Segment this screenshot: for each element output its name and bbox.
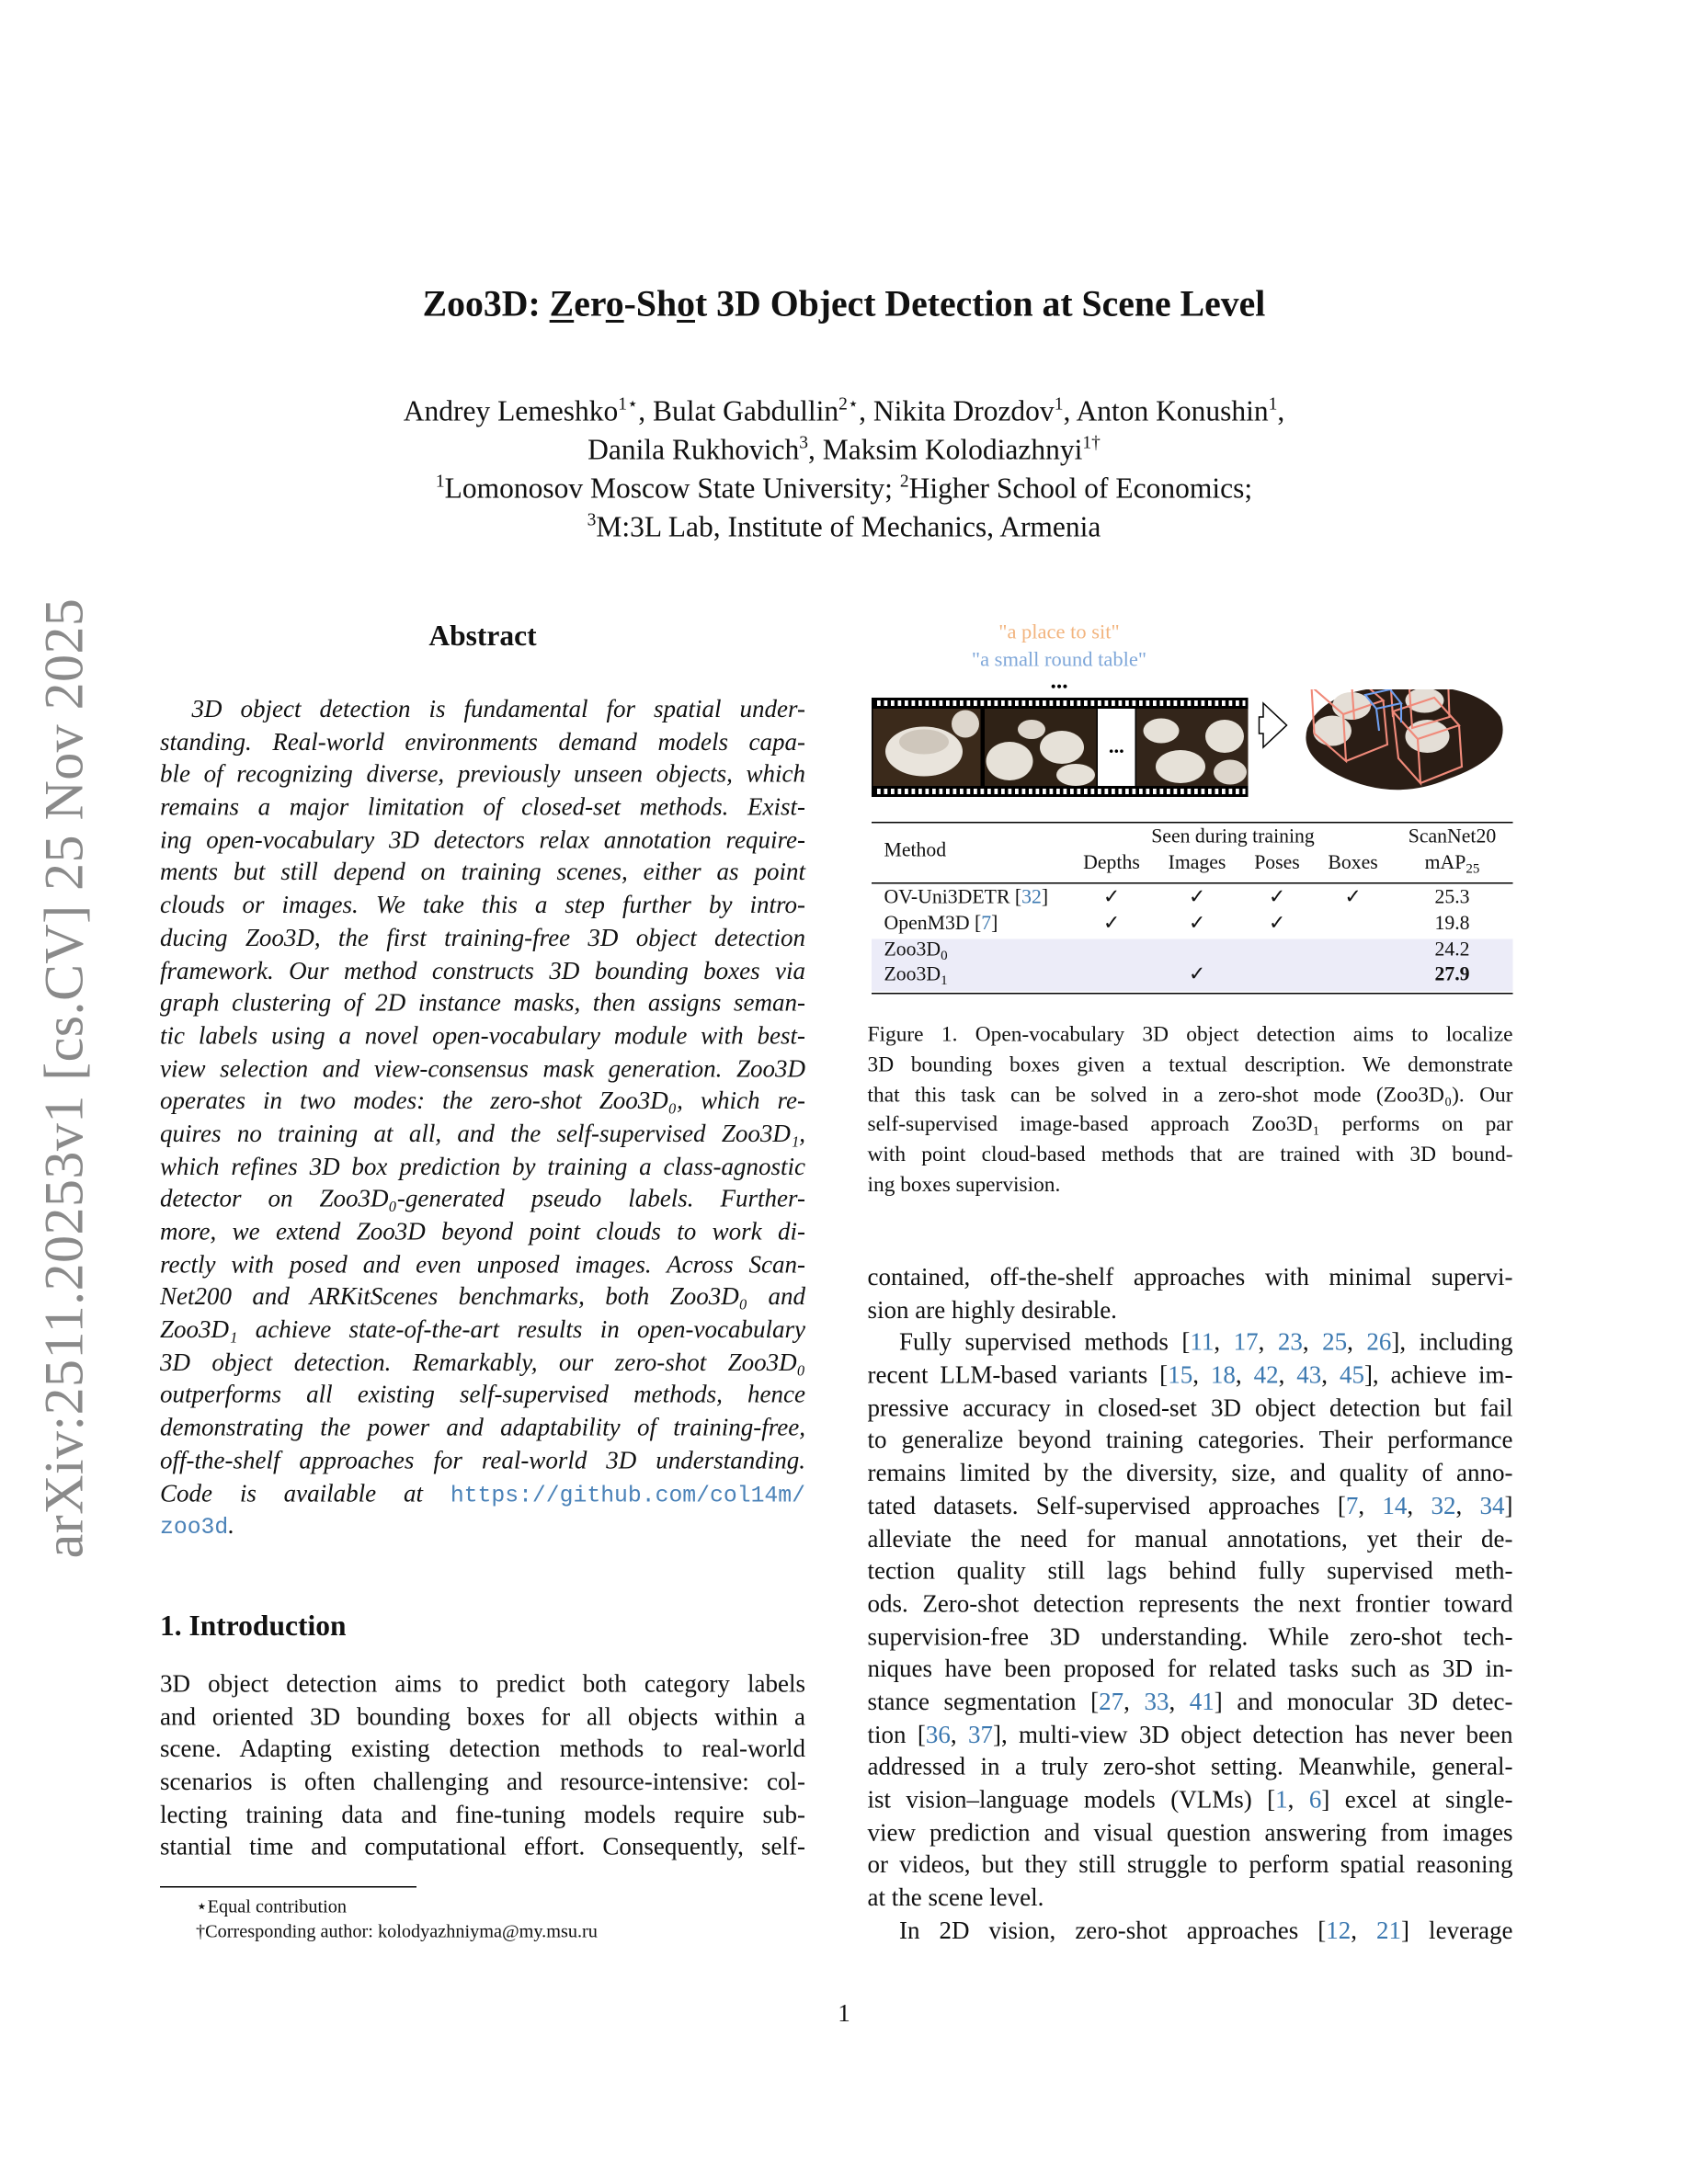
author-affiliation-mark: 3 — [799, 431, 808, 452]
citation-link[interactable]: 45 — [1339, 1360, 1364, 1389]
abstract-heading: Abstract — [428, 619, 537, 653]
text-segment: ], multi-view 3D object detection has never been — [992, 1720, 1513, 1748]
text-segment: ] leverage — [1401, 1916, 1513, 1944]
figure-1-caption — [868, 1020, 1513, 1200]
author-name: Anton Konushin — [1076, 394, 1269, 427]
text-line: remains a major limitation of closed-set methods. Exist- — [160, 792, 805, 821]
affiliations-line-2 — [0, 507, 1688, 546]
author-name: Bulat Gabdullin — [653, 394, 839, 427]
title-segment: Z — [549, 282, 575, 324]
text-segment: . — [228, 1511, 235, 1540]
table-row-method — [884, 964, 948, 989]
text-line — [868, 1359, 1513, 1393]
paragraph — [868, 1915, 1513, 1948]
author-affiliation-mark: 1 — [1268, 392, 1278, 414]
citation-link[interactable]: 1 — [1275, 1785, 1288, 1814]
table-rule — [872, 822, 1513, 824]
text-segment: , — [1287, 1785, 1309, 1814]
table-header-boxes: Boxes — [1328, 852, 1378, 874]
text-line: ducing Zoo3D, the first training-free 3D object detection — [160, 923, 805, 951]
text-line: 3D object detection is fundamental for spatial under- — [191, 695, 805, 722]
title-segment: o — [605, 282, 624, 324]
text-line: remains limited by the diversity, size, and quality of anno- — [867, 1459, 1513, 1487]
text-segment: stance segmentation [ — [867, 1687, 1100, 1715]
table-row-method — [884, 887, 1049, 911]
method-name: Zoo3D — [884, 963, 941, 986]
text-line: rectly with posed and even unposed images. Across Scan- — [160, 1250, 805, 1279]
text-segment: , — [1214, 1328, 1234, 1357]
text-line: or videos, but they still struggle to perform spatial reasoning — [867, 1850, 1513, 1879]
text-line — [160, 1477, 805, 1510]
text-line: supervision-free 3D understanding. While zero-shot tech- — [867, 1621, 1513, 1650]
affiliation-name: M:3L Lab, Institute of Mechanics, Armenia — [596, 510, 1101, 543]
table-row-value: 24.2 — [1434, 938, 1470, 961]
text-line: niques have been proposed for related tasks such as 3D in- — [867, 1655, 1513, 1683]
text-line: demonstrating the power and adaptability of training-free, — [160, 1413, 805, 1441]
text-line: ing boxes supervision. — [867, 1173, 1061, 1197]
text-line: more, we extend Zoo3D beyond point clouds to work di- — [160, 1217, 805, 1246]
citation-link[interactable]: 32 — [1431, 1491, 1456, 1519]
citation-link[interactable]: 43 — [1296, 1360, 1322, 1389]
figure-query-ellipsis: ... — [1050, 667, 1068, 694]
text-line: lecting training data and fine-tuning models require sub- — [160, 1800, 805, 1828]
text-segment: In 2D vision, zero-shot approaches [ — [899, 1916, 1327, 1944]
table-rule — [872, 882, 1513, 884]
citation-link[interactable]: 41 — [1189, 1687, 1215, 1715]
text-line: that this task can be solved in a zero-shot mode (Zoo3D₀). Our — [867, 1083, 1513, 1107]
table-header-poses: Poses — [1254, 852, 1300, 874]
figure-1-illustration — [869, 689, 1517, 807]
arxiv-identifier-stamp: arXiv:2511.20253v1 [cs.CV] 25 Nov 2025 — [32, 597, 95, 1559]
affiliation-index: 3 — [587, 508, 597, 529]
text-line: ble of recognizing diverse, previously unseen objects, which — [160, 760, 805, 789]
check-mark-icon: ✓ — [1188, 963, 1206, 986]
text-line: and oriented 3D bounding boxes for all objects within a — [160, 1702, 805, 1731]
text-line: ing open-vocabulary 3D detectors relax annotation require- — [160, 825, 805, 854]
point-cloud-scene — [1306, 689, 1502, 790]
check-mark-icon: ✓ — [1102, 886, 1121, 909]
citation-link[interactable]: 27 — [1099, 1687, 1124, 1715]
author-affiliation-mark: 1⋆ — [618, 392, 639, 414]
text-segment: , — [1278, 1360, 1297, 1389]
check-mark-icon: ✓ — [1268, 913, 1286, 935]
citation-link[interactable]: 6 — [1308, 1785, 1322, 1814]
check-mark-icon: ✓ — [1344, 886, 1362, 909]
paper-title — [0, 283, 1688, 326]
text-segment: , — [1321, 1360, 1340, 1389]
text-line — [868, 1784, 1513, 1817]
table-header-depths: Depths — [1083, 852, 1140, 874]
text-segment: , — [950, 1720, 968, 1748]
bracket: ] — [1041, 886, 1049, 909]
text-line: 3D object detection. Remarkably, our zero-shot Zoo3D₀ — [160, 1348, 805, 1376]
check-mark-icon: ✓ — [1188, 886, 1206, 909]
metric-name: mAP — [1424, 852, 1466, 874]
citation-link[interactable]: 37 — [967, 1720, 993, 1748]
text-line: view prediction and visual question answering from images — [867, 1818, 1513, 1847]
text-line: quires no training at all, and the self-supervised Zoo3D₁, — [160, 1119, 805, 1147]
text-segment: , — [1358, 1491, 1383, 1519]
citation-link[interactable]: 21 — [1376, 1916, 1402, 1944]
video-filmstrip — [872, 698, 1249, 797]
citation-link[interactable]: 23 — [1277, 1328, 1303, 1357]
text-line — [868, 1490, 1513, 1523]
author-block — [0, 392, 1688, 546]
text-segment: , — [1192, 1360, 1211, 1389]
citation-link[interactable]: 25 — [1322, 1328, 1348, 1357]
method-name: OV-Uni3DETR [ — [884, 886, 1022, 909]
text-line: framework. Our method constructs 3D bounding boxes via — [160, 956, 805, 984]
text-line: stantial time and computational effort. Consequently, self- — [160, 1833, 805, 1861]
table-header-metric-sub — [1425, 852, 1480, 877]
text-line: operates in two modes: the zero-shot Zoo3D₀, which re- — [160, 1086, 805, 1115]
text-line: tic labels using a novel open-vocabulary module with best- — [160, 1021, 805, 1050]
author-separator: , — [859, 394, 873, 427]
authors-line-1 — [0, 392, 1688, 430]
citation-link[interactable]: 15 — [1168, 1360, 1193, 1389]
text-line: Figure 1. Open-vocabulary 3D object detection aims to localize — [867, 1023, 1513, 1047]
text-line: with point cloud-based methods that are trained with 3D bound- — [867, 1143, 1513, 1167]
text-segment: ], achieve im- — [1363, 1360, 1513, 1389]
citation-link[interactable]: 32 — [1021, 886, 1042, 909]
table-row-value: 27.9 — [1434, 963, 1470, 986]
table-rule — [872, 993, 1513, 995]
text-line: self-supervised image-based approach Zoo3D₁ performs on par — [867, 1113, 1513, 1137]
title-segment: Zoo3D: — [422, 282, 550, 324]
text-segment: tion [ — [867, 1720, 926, 1748]
citation-link[interactable]: 7 — [981, 913, 992, 935]
introduction-text — [160, 1668, 805, 1864]
code-url-link[interactable]: https://github.com/col14m/ — [450, 1481, 805, 1508]
citation-link[interactable]: 11 — [1190, 1328, 1215, 1357]
introduction-text-continued — [868, 1262, 1513, 1948]
text-line: alleviate the need for manual annotations, yet their de- — [867, 1524, 1513, 1553]
introduction-heading: 1. Introduction — [160, 1609, 347, 1643]
paragraph — [868, 1327, 1513, 1916]
text-line: view selection and view-consensus mask generation. Zoo3D — [160, 1053, 805, 1082]
text-line: pressive accuracy in closed-set 3D object detection but fail — [867, 1393, 1513, 1422]
text-segment: ist vision–language models (VLMs) [ — [867, 1785, 1276, 1814]
table-row-value: 25.3 — [1434, 886, 1470, 909]
text-line: sion are highly desirable. — [867, 1295, 1117, 1324]
code-url-link[interactable]: zoo3d — [160, 1514, 229, 1541]
author-name: Andrey Lemeshko — [403, 394, 619, 427]
author-name: Danila Rukhovich — [587, 433, 800, 466]
author-separator: , — [1277, 394, 1285, 427]
author-separator: , — [807, 433, 823, 466]
author-separator: , — [1063, 394, 1077, 427]
title-segment: o — [677, 282, 695, 324]
text-line: outperforms all existing self-supervised methods, hence — [160, 1381, 805, 1409]
text-line: standing. Real-world environments demand models capa- — [160, 727, 805, 756]
text-segment: , — [1258, 1328, 1278, 1357]
author-affiliation-mark: 1† — [1082, 431, 1101, 452]
footnote-equal-contribution: ⋆Equal contribution — [196, 1895, 347, 1917]
title-segment: er — [574, 282, 606, 324]
author-affiliation-mark: 2⋆ — [838, 392, 860, 414]
text-line: 3D bounding boxes given a textual description. We demonstrate — [867, 1052, 1513, 1077]
table-header-images: Images — [1168, 852, 1226, 874]
abstract-text — [160, 694, 805, 1543]
method-name: OpenM3D [ — [884, 913, 982, 935]
text-line: which refines 3D box prediction by training a class-agnostic — [160, 1152, 805, 1180]
text-line: scene. Adapting existing detection methods to real-world — [160, 1735, 805, 1763]
text-line — [868, 1686, 1513, 1719]
svg-text:...: ... — [1108, 734, 1124, 757]
text-line — [160, 1510, 805, 1543]
author-name: Maksim Kolodiazhnyi — [822, 433, 1083, 466]
affiliation-name: Lomonosov Moscow State University; — [444, 472, 900, 505]
paragraph — [868, 1262, 1513, 1327]
arrow-right-icon — [1260, 703, 1287, 747]
method-name: Zoo3D — [884, 938, 941, 961]
affiliation-name: Higher School of Economics; — [908, 472, 1253, 505]
table-header-method: Method — [884, 839, 947, 862]
text-line: graph clustering of 2D instance masks, then assigns seman- — [160, 988, 805, 1017]
citation-link[interactable]: 14 — [1382, 1491, 1408, 1519]
authors-line-2 — [0, 430, 1688, 469]
text-line: scenarios is often challenging and resource-intensive: col- — [160, 1768, 805, 1796]
table-row-method — [884, 939, 948, 964]
table-row-value: 19.8 — [1434, 913, 1470, 935]
text-segment: ] excel at single- — [1321, 1785, 1513, 1814]
affiliation-index: 2 — [899, 470, 909, 491]
bracket: ] — [991, 913, 998, 935]
affiliation-index: 1 — [435, 470, 445, 491]
title-segment: -Sh — [623, 282, 678, 324]
text-segment: Fully supervised methods [ — [899, 1328, 1191, 1357]
text-segment: , — [1455, 1491, 1480, 1519]
text-line: tection quality still lags behind fully supervised meth- — [867, 1556, 1513, 1585]
text-line: ods. Zero-shot detection represents the next frontier toward — [867, 1589, 1513, 1618]
check-mark-icon: ✓ — [1188, 913, 1206, 935]
text-line: contained, off-the-shelf approaches with minimal supervi- — [867, 1263, 1513, 1291]
author-separator: , — [638, 394, 654, 427]
text-line: Zoo3D₁ achieve state-of-the-art results in open-vocabulary — [160, 1315, 805, 1344]
text-line: ments but still depend on training scenes, either as point — [160, 858, 805, 886]
text-segment: , — [1347, 1328, 1367, 1357]
figure-query-2: "a small round table" — [971, 649, 1147, 672]
text-segment: ] and monocular 3D detec- — [1214, 1687, 1513, 1715]
text-line: clouds or images. We take this a step further by intro- — [160, 891, 805, 919]
text-line: off-the-shelf approaches for real-world 3D understanding. — [160, 1446, 805, 1474]
text-line: Net200 and ARKitScenes benchmarks, both Zoo3D₀ and — [160, 1282, 805, 1311]
text-segment: recent LLM-based variants [ — [867, 1360, 1169, 1389]
text-line: addressed in a truly zero-shot setting. Meanwhile, general- — [867, 1752, 1513, 1780]
text-segment: , — [1169, 1687, 1190, 1715]
citation-link[interactable]: 18 — [1210, 1360, 1236, 1389]
citation-link[interactable]: 42 — [1253, 1360, 1279, 1389]
table-header-group: Seen during training — [1151, 825, 1315, 848]
text-line: at the scene level. — [867, 1883, 1044, 1912]
text-segment: , — [1302, 1328, 1323, 1357]
text-line: 3D object detection aims to predict both category labels — [160, 1669, 805, 1698]
footnote-divider — [160, 1886, 416, 1888]
table-row-method — [884, 913, 998, 937]
text-segment: tated datasets. Self-supervised approaches [ — [867, 1491, 1346, 1519]
text-segment: ], including — [1391, 1328, 1513, 1357]
citation-link[interactable]: 12 — [1326, 1916, 1352, 1944]
text-line — [868, 1915, 1513, 1948]
text-segment: ] — [1504, 1491, 1513, 1519]
metric-index: 25 — [1466, 861, 1480, 877]
text-line — [868, 1719, 1513, 1752]
text-segment: , — [1235, 1360, 1254, 1389]
text-line: to generalize beyond training categories. Their performance — [867, 1426, 1513, 1454]
citation-link[interactable]: 33 — [1144, 1687, 1169, 1715]
text-line: detector on Zoo3D₀-generated pseudo labels. Further- — [160, 1184, 805, 1212]
method-subscript: 0 — [941, 949, 948, 964]
text-segment: , — [1407, 1491, 1431, 1519]
title-segment: t 3D Object Detection at Scene Level — [695, 282, 1266, 324]
check-mark-icon: ✓ — [1268, 886, 1286, 909]
check-mark-icon: ✓ — [1102, 913, 1121, 935]
text-segment: , — [1123, 1687, 1145, 1715]
citation-link[interactable]: 17 — [1233, 1328, 1259, 1357]
citation-link[interactable]: 7 — [1345, 1491, 1359, 1519]
citation-link[interactable]: 36 — [925, 1720, 951, 1748]
text-segment: Code is available at — [160, 1478, 451, 1507]
citation-link[interactable]: 26 — [1366, 1328, 1392, 1357]
table-header-metric: ScanNet20 — [1408, 825, 1497, 848]
author-affiliation-mark: 1 — [1054, 392, 1064, 414]
citation-link[interactable]: 34 — [1479, 1491, 1505, 1519]
method-subscript: 1 — [941, 973, 948, 989]
page-number: 1 — [838, 1999, 850, 2027]
footnote-corresponding-author: †Corresponding author: kolodyazhniyma@my.msu.ru — [196, 1920, 598, 1941]
text-line — [868, 1327, 1513, 1360]
figure-query-1: "a place to sit" — [998, 621, 1120, 644]
author-name: Nikita Drozdov — [873, 394, 1055, 427]
text-segment: , — [1351, 1916, 1377, 1944]
affiliations-line-1 — [0, 469, 1688, 507]
